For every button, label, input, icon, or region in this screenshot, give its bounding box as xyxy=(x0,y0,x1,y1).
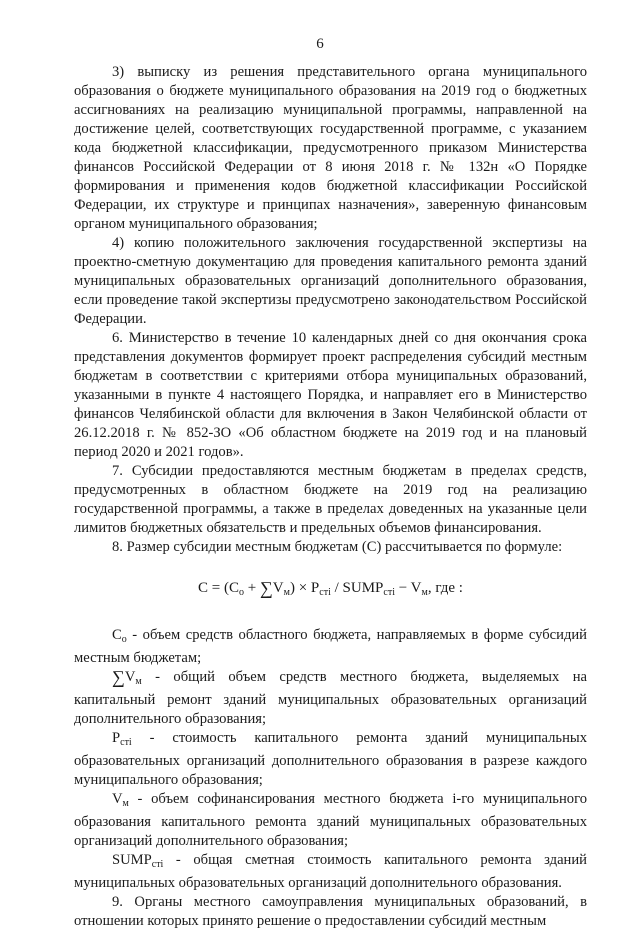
page-number: 6 xyxy=(316,36,324,52)
formula-v: V xyxy=(272,580,284,596)
formula-slash-sump: / SUMP xyxy=(330,580,384,596)
definition-sump xyxy=(74,851,587,893)
vm-sub: м xyxy=(122,798,129,809)
paragraph-item-3: 3) выписку из решения представительного органа муниципального образования о бюджете муниципального образования на 2019 год о бюджетных ассигнованиях на реализацию муниципальной программы, направленной на достижение целей, соответствующих государственной программе, с указанием кода бюджетной классификации, предусмотренного приказом Министерства финансов Российской Федерации от 8 июня 2018 г. № 132н «О Порядке формирования и применения кодов бюджетной классификации Российской Федерации, их структуре и принципах назначения», заверенную финансовым органом муниципального образования; xyxy=(74,64,587,232)
sump-text: - общая сметная стоимость капитального ремонта зданий муниципальных образовательных организаций дополнительного образования. xyxy=(74,852,587,891)
definition-c0 xyxy=(74,626,587,668)
paragraph-item-4: 4) копию положительного заключения государственной экспертизы на проектно-сметную документацию для проведения капитального ремонта зданий муниципальных образовательных организаций дополнительного образования, если проведение такой экспертизы предусмотрено законодательством Российской Федерации. xyxy=(74,235,587,327)
paragraph-8: 8. Размер субсидии местным бюджетам (С) рассчитывается по формуле: xyxy=(112,539,563,555)
sum-v-sub: м xyxy=(135,676,142,687)
subsidy-formula xyxy=(74,579,587,602)
paragraph-7: 7. Субсидии предоставляются местным бюджетам в пределах средств, предусмотренных в областном бюджете на 2019 год на реализацию государственной программы, а также в пределах доведенных на указанные цели лимитов бюджетных обязательств и предельных объемов финансирования. xyxy=(74,463,587,536)
formula-end: , где : xyxy=(427,580,463,596)
formula-sump-sub: cтi xyxy=(383,587,395,598)
formula-plus: + xyxy=(243,580,260,596)
sump-symbol: SUMP xyxy=(112,852,152,868)
definition-vm xyxy=(74,790,587,851)
sum-v-text: - общий объем средств местного бюджета, выделяемых на капитальный ремонт зданий муниципальных образовательных организаций дополнительного образования; xyxy=(74,669,587,727)
paragraph-6: 6. Министерство в течение 10 календарных дней со дня окончания срока представления документов формирует проект распределения субсидий местным бюджетам в соответствии с критериями отбора муниципальных образований, указанными в пункте 4 настоящего Порядка, и направляет его в Министерство финансов Челябинской области для включения в Закон Челябинской области от 26.12.2018 г. № 852-ЗО «Об областном бюджете на 2019 год и на плановый период 2020 и 2021 годов». xyxy=(74,330,587,460)
c0-symbol: С xyxy=(112,627,122,643)
formula-v-sub: м xyxy=(283,587,290,598)
formula-v2-sub: м xyxy=(421,587,428,598)
c0-sub: о xyxy=(121,634,127,645)
formula-times-p: ) × P xyxy=(289,580,320,596)
vm-text: - объем софинансирования местного бюджета i-го муниципального образования капитального ремонта зданий муниципальных образовательных организаций дополнительного образования; xyxy=(74,791,587,849)
formula-c: C = (C xyxy=(198,580,239,596)
formula-minus-v: − V xyxy=(394,580,422,596)
formula-sigma: ∑ xyxy=(259,578,273,598)
paragraph-9: 9. Органы местного самоуправления муниципальных образований, в отношении которых принято решение о предоставлении субсидий местным xyxy=(74,894,587,929)
document-body xyxy=(74,63,587,931)
p-text: - стоимость капитального ремонта зданий муниципальных образовательных организаций дополнительного образования в разрезе каждого муниципального образования; xyxy=(74,730,587,788)
p-symbol: P xyxy=(112,730,121,746)
sump-sub: cтi xyxy=(151,859,164,870)
formula-p-sub: cтi xyxy=(319,587,331,598)
vm-symbol: V xyxy=(112,791,123,807)
sum-v-sigma: ∑ xyxy=(112,667,125,687)
p-sub: cтi xyxy=(120,737,132,748)
definition-p xyxy=(74,729,587,790)
sum-v-symbol: V xyxy=(124,669,136,685)
formula-c-sub: о xyxy=(238,587,244,598)
definition-sum-v xyxy=(74,668,587,729)
c0-text: - объем средств областного бюджета, направляемых в форме субсидий местным бюджетам; xyxy=(74,627,587,666)
